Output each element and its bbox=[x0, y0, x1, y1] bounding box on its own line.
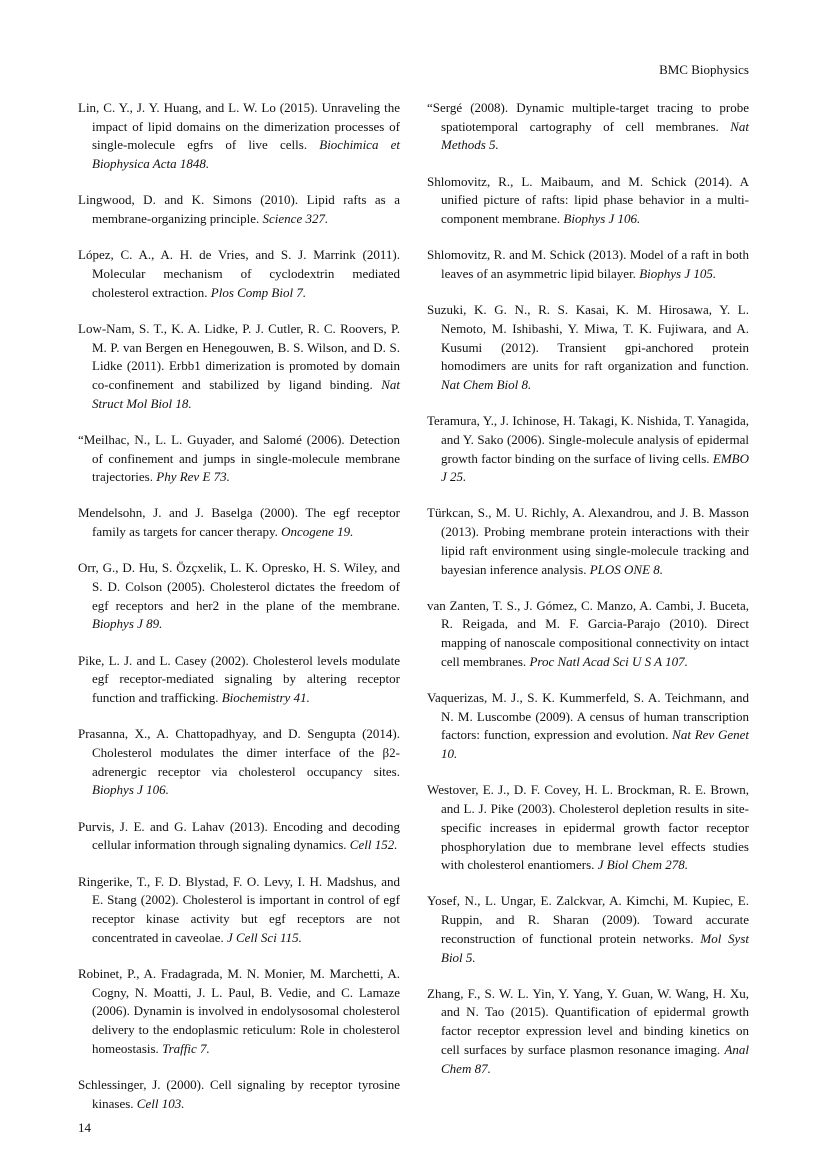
reference-text: Westover, E. J., D. F. Covey, H. L. Brockman, R. E. Brown, and L. J. Pike (2003). Cholesterol depletion results in site-specific increases in epidermal growth factor receptor phosphorylation due to membrane level effects studies with cholesterol enantiomers. bbox=[427, 782, 749, 873]
references-column-right bbox=[427, 99, 749, 1096]
reference-text: Prasanna, X., A. Chattopadhyay, and D. Sengupta (2014). Cholesterol modulates the dimer interface of the β2-adrenergic receptor via cholesterol occupancy sites. bbox=[78, 726, 400, 779]
reference-item bbox=[78, 246, 400, 302]
reference-journal: Nat Rev Genet 10. bbox=[441, 727, 750, 762]
reference-text: Ringerike, T., F. D. Blystad, F. O. Levy, I. H. Madshus, and E. Stang (2002). Cholesterol is important in control of egf receptor kinase activity but egf receptors are not concentrated in caveolae. bbox=[78, 873, 400, 945]
reference-item bbox=[427, 781, 749, 875]
reference-text: Teramura, Y., J. Ichinose, H. Takagi, K. Nishida, T. Yanagida, and Y. Sako (2006). Single-molecule analysis of epidermal growth factor binding on the surface of living cells. bbox=[427, 413, 749, 466]
reference-journal: Biophys J 105. bbox=[639, 265, 717, 281]
reference-item bbox=[78, 725, 400, 800]
reference-journal: Anal Chem 87. bbox=[441, 1041, 749, 1076]
reference-journal: EMBO J 25. bbox=[441, 450, 749, 485]
reference-item bbox=[427, 504, 749, 579]
reference-journal: Phy Rev E 73. bbox=[156, 469, 230, 485]
reference-journal: J Cell Sci 115. bbox=[226, 929, 302, 945]
reference-journal: Science 327. bbox=[262, 211, 329, 227]
reference-journal: Oncogene 19. bbox=[281, 524, 354, 540]
reference-item bbox=[427, 412, 749, 487]
reference-text: Türkcan, S., M. U. Richly, A. Alexandrou, and J. B. Masson (2013). Probing membrane protein interactions with their lipid raft environment using single-molecule tracking and bayesian inference analysis. bbox=[427, 505, 749, 577]
reference-text: Shlomovitz, R., L. Maibaum, and M. Schick (2014). A unified picture of rafts: lipid phase behavior in a multi-component membrane. bbox=[427, 173, 749, 227]
reference-journal: Nat Struct Mol Biol 18. bbox=[92, 376, 400, 411]
reference-item bbox=[427, 689, 749, 764]
reference-item bbox=[78, 873, 400, 948]
reference-journal: J Biol Chem 278. bbox=[597, 857, 688, 873]
reference-text: Vaquerizas, M. J., S. K. Kummerfeld, S. A. Teichmann, and N. M. Luscombe (2009). A census of human transcription factors: function, expression and evolution. bbox=[427, 690, 749, 743]
page-number: 14 bbox=[78, 1120, 91, 1135]
reference-item bbox=[78, 99, 400, 174]
reference-text: Suzuki, K. G. N., R. S. Kasai, K. M. Hirosawa, Y. L. Nemoto, M. Ishibashi, Y. Miwa, T. K. Fujiwara, and A. Kusumi (2012). Transient gpi-anchored protein homodimers are units for raft organization and function. bbox=[427, 302, 749, 374]
reference-item bbox=[78, 504, 400, 541]
reference-text: Zhang, F., S. W. L. Yin, Y. Yang, Y. Guan, W. Wang, H. Xu, and N. Tao (2015). Quantification of epidermal growth factor receptor expression level and binding kinetics on cell surfaces by surface plasmon resonance imaging. bbox=[427, 985, 749, 1057]
reference-text: “Meilhac, N., L. L. Guyader, and Salomé (2006). Detection of confinement and jumps in single-molecule membrane trajectories. bbox=[78, 431, 400, 485]
reference-journal: Biophys J 106. bbox=[92, 782, 169, 798]
reference-journal: Mol Syst Biol 5. bbox=[441, 930, 749, 965]
reference-item bbox=[427, 892, 749, 967]
reference-journal: Nat Chem Biol 8. bbox=[441, 376, 532, 392]
reference-journal: Nat Methods 5. bbox=[441, 118, 749, 153]
reference-journal: Traffic 7. bbox=[162, 1040, 210, 1056]
reference-text: Schlessinger, J. (2000). Cell signaling by receptor tyrosine kinases. bbox=[78, 1076, 400, 1111]
reference-text: López, C. A., A. H. de Vries, and S. J. Marrink (2011). Molecular mechanism of cyclodextrin mediated cholesterol extraction. bbox=[78, 247, 400, 300]
reference-item bbox=[78, 652, 400, 708]
reference-text: Robinet, P., A. Fradagrada, M. N. Monier, M. Marchetti, A. Cogny, N. Moatti, J. L. Paul, B. Vedie, and C. Lamaze (2006). Dynamin is involved in endolysosomal cholesterol delivery to the endoplasmic reticulum: Role in cholesterol homeostasis. bbox=[78, 965, 400, 1056]
reference-item bbox=[427, 99, 749, 155]
reference-journal: Plos Comp Biol 7. bbox=[210, 284, 307, 300]
reference-text: Shlomovitz, R. and M. Schick (2013). Model of a raft in both leaves of an asymmetric lipid bilayer. bbox=[427, 247, 749, 281]
reference-item bbox=[78, 320, 400, 414]
reference-item bbox=[427, 173, 749, 229]
reference-journal: Biophys J 89. bbox=[92, 616, 163, 632]
reference-journal: Biophys J 106. bbox=[563, 211, 641, 227]
reference-journal: Biochemistry 41. bbox=[221, 690, 310, 706]
reference-journal: PLOS ONE 8. bbox=[589, 561, 664, 577]
reference-text: Purvis, J. E. and G. Lahav (2013). Encoding and decoding cellular information through signaling dynamics. bbox=[78, 818, 400, 853]
reference-journal: Cell 103. bbox=[136, 1095, 185, 1111]
reference-item bbox=[427, 301, 749, 395]
reference-text: Orr, G., D. Hu, S. Özçxelik, L. K. Opresko, H. S. Wiley, and S. D. Colson (2005). Cholesterol dictates the freedom of egf receptors and her2 in the plane of the membrane. bbox=[78, 560, 400, 613]
reference-journal: Proc Natl Acad Sci U S A 107. bbox=[529, 653, 688, 669]
reference-item bbox=[427, 597, 749, 672]
references-column-left bbox=[78, 99, 400, 1131]
reference-item bbox=[78, 559, 400, 634]
reference-text: Low-Nam, S. T., K. A. Lidke, P. J. Cutler, R. C. Roovers, P. M. P. van Bergen en Henegouwen, B. S. Wilson, and D. S. Lidke (2011). Erbb1 dimerization is promoted by domain co-confinement and stabilized by ligand binding. bbox=[78, 320, 400, 392]
reference-text: Lin, C. Y., J. Y. Huang, and L. W. Lo (2015). Unraveling the impact of lipid domains on the dimerization processes of single-molecule egfrs of live cells. bbox=[78, 100, 400, 153]
reference-text: van Zanten, T. S., J. Gómez, C. Manzo, A. Cambi, J. Buceta, R. Reigada, and M. F. Garcia-Parajo (2010). Direct mapping of nanoscale compositional connectivity on intact cell membranes. bbox=[427, 597, 749, 669]
reference-item bbox=[78, 818, 400, 855]
reference-item bbox=[78, 431, 400, 487]
reference-journal: Biochimica et Biophysica Acta 1848. bbox=[92, 137, 401, 172]
reference-text: Yosef, N., L. Ungar, E. Zalckvar, A. Kimchi, M. Kupiec, E. Ruppin, and R. Sharan (2009). Toward accurate reconstruction of functional protein networks. bbox=[427, 893, 749, 946]
reference-item bbox=[78, 1076, 400, 1113]
running-header: BMC Biophysics bbox=[659, 62, 749, 77]
reference-item bbox=[427, 246, 749, 283]
reference-journal: Cell 152. bbox=[349, 837, 398, 853]
reference-text: Pike, L. J. and L. Casey (2002). Cholesterol levels modulate egf receptor-mediated signaling by altering receptor function and trafficking. bbox=[78, 652, 400, 706]
reference-text: Mendelsohn, J. and J. Baselga (2000). The egf receptor family as targets for cancer therapy. bbox=[78, 505, 400, 540]
reference-text: Lingwood, D. and K. Simons (2010). Lipid rafts as a membrane-organizing principle. bbox=[78, 192, 400, 227]
reference-item bbox=[78, 191, 400, 228]
reference-item bbox=[427, 985, 749, 1079]
reference-item bbox=[78, 965, 400, 1059]
reference-text: “Sergé (2008). Dynamic multiple-target tracing to probe spatiotemporal cartography of cell membranes. bbox=[427, 100, 749, 134]
